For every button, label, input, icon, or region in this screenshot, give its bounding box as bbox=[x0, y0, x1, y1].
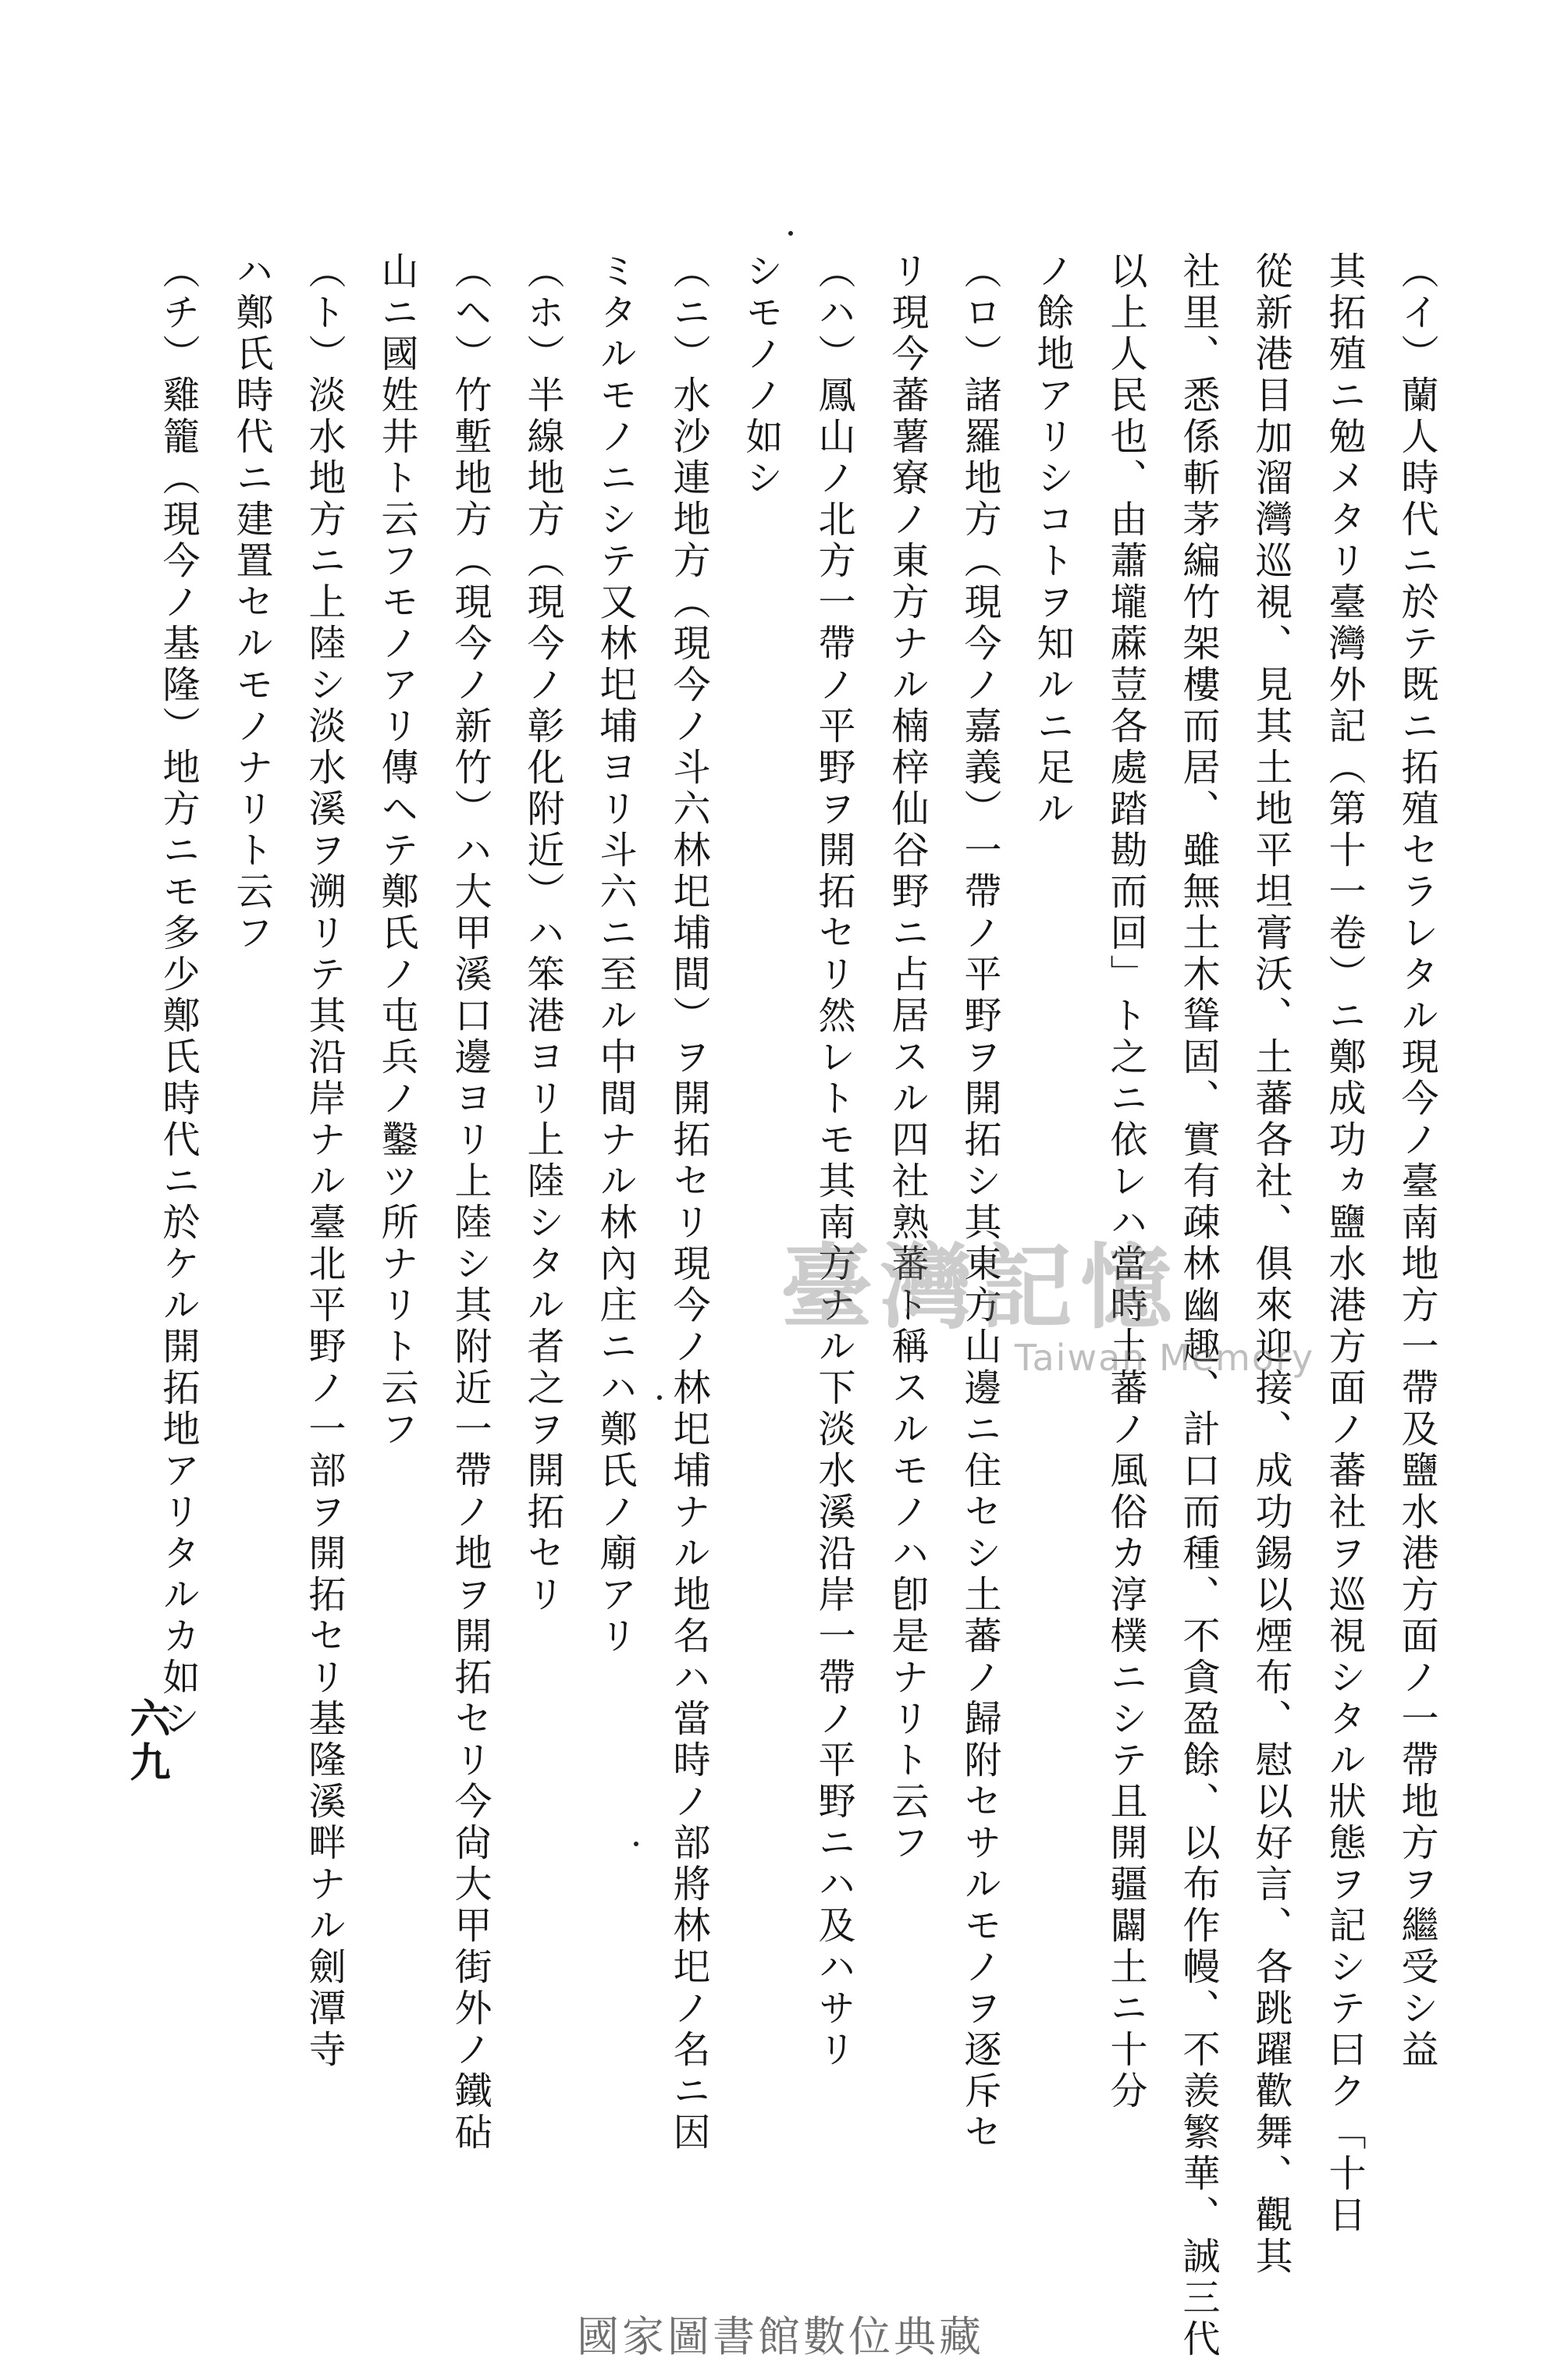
text-column-12: ミタルモノニシテ又林圯埔ヨリ斗六ニ至ル中間ナル林內庄ニハ鄭氏ノ廟アリ bbox=[593, 251, 637, 1657]
page-number: 六九 bbox=[123, 1697, 170, 1785]
text-column-18: （チ）雞籠（現今ノ基隆）地方ニモ多少鄭氏時代ニ於ケル開拓地アリタルカ如シ bbox=[156, 251, 200, 1740]
text-column-9: （ハ）鳳山ノ北方一帶ノ平野ヲ開拓セリ然レトモ其南方ナル下淡水溪沿岸一帶ノ平野ニハ及ハサリ bbox=[812, 251, 855, 2071]
text-column-5: 以上人民也、由蕭壠蔴荳各處踏勘而回」ト之ニ依レハ當時土蕃ノ風俗カ淳樸ニシテ且開疆闢土ニ十分 bbox=[1104, 251, 1147, 2112]
footer-caption: 國家圖書館數位典藏 bbox=[577, 2312, 984, 2361]
text-column-10: シモノノ如シ bbox=[739, 251, 783, 499]
watermark-text: 臺灣記憶 bbox=[780, 1234, 1181, 1341]
ink-speck bbox=[657, 1395, 662, 1400]
text-column-3: 從新港目加溜灣巡視、見其土地平坦膏沃、土蕃各社、俱來迎接、成功錫以煙布、慰以好言、各跳躍歡舞、觀其 bbox=[1249, 251, 1293, 2278]
text-column-7: （ロ）諸羅地方（現今ノ嘉義）一帶ノ平野ヲ開拓シ其東方山邊ニ住セシ土蕃ノ歸附セサルモノヲ逐斥セ bbox=[958, 251, 1001, 2154]
text-column-6: ノ餘地アリシコトヲ知ルニ足ル bbox=[1030, 251, 1074, 830]
text-column-17: ハ鄭氏時代ニ建置セルモノナリト云フ bbox=[229, 251, 273, 954]
text-column-15: 山ニ國姓井ト云フモノアリ傳ヘテ鄭氏ノ屯兵ノ鑿ツ所ナリト云フ bbox=[375, 251, 418, 1451]
text-column-13: （ホ）半線地方（現今ノ彰化附近）ハ笨港ヨリ上陸シタル者之ヲ開拓セリ bbox=[521, 251, 564, 1616]
ink-speck bbox=[788, 231, 793, 236]
text-column-16: （ト）淡水地方ニ上陸シ淡水溪ヲ溯リテ其沿岸ナル臺北平野ノ一部ヲ開拓セリ基隆溪畔ナル劍潭寺 bbox=[302, 251, 346, 2071]
watermark-logo bbox=[780, 1213, 1483, 1379]
text-column-1: （イ）蘭人時代ニ於テ既ニ拓殖セラレタル現今ノ臺南地方一帶及鹽水港方面ノ一帶地方ヲ繼受シ益 bbox=[1395, 251, 1438, 2071]
text-column-4: 社里、悉係斬茅編竹架樓而居、雖無土木聳固、實有疎林幽趣、計口而種、不貪盈餘、以布作幔、不羨繁華、誠三代 bbox=[1176, 251, 1220, 2360]
text-column-14: （ヘ）竹塹地方（現今ノ新竹）ハ大甲溪口邊ヨリ上陸シ其附近一帶ノ地ヲ開拓セリ今尙大甲街外ノ鐵砧 bbox=[448, 251, 492, 2154]
watermark-subtext: Taiwan Memory bbox=[1015, 1337, 1315, 1379]
ink-speck bbox=[634, 1842, 638, 1846]
text-column-11: （ニ）水沙連地方（現今ノ斗六林圯埔間）ヲ開拓セリ現今ノ林圯埔ナル地名ハ當時ノ部將林圯ノ名ニ因 bbox=[667, 251, 710, 2154]
text-column-2: 其拓殖ニ勉メタリ臺灣外記（第十一卷）ニ鄭成功ヵ鹽水港方面ノ蕃社ヲ巡視シタル狀態ヲ記シテ曰ク「十日 bbox=[1322, 251, 1366, 2236]
text-column-8: リ現今蕃薯寮ノ東方ナル楠梓仙谷野ニ占居スル四社熟蕃ト稱スルモノハ卽是ナリト云フ bbox=[885, 251, 929, 1864]
